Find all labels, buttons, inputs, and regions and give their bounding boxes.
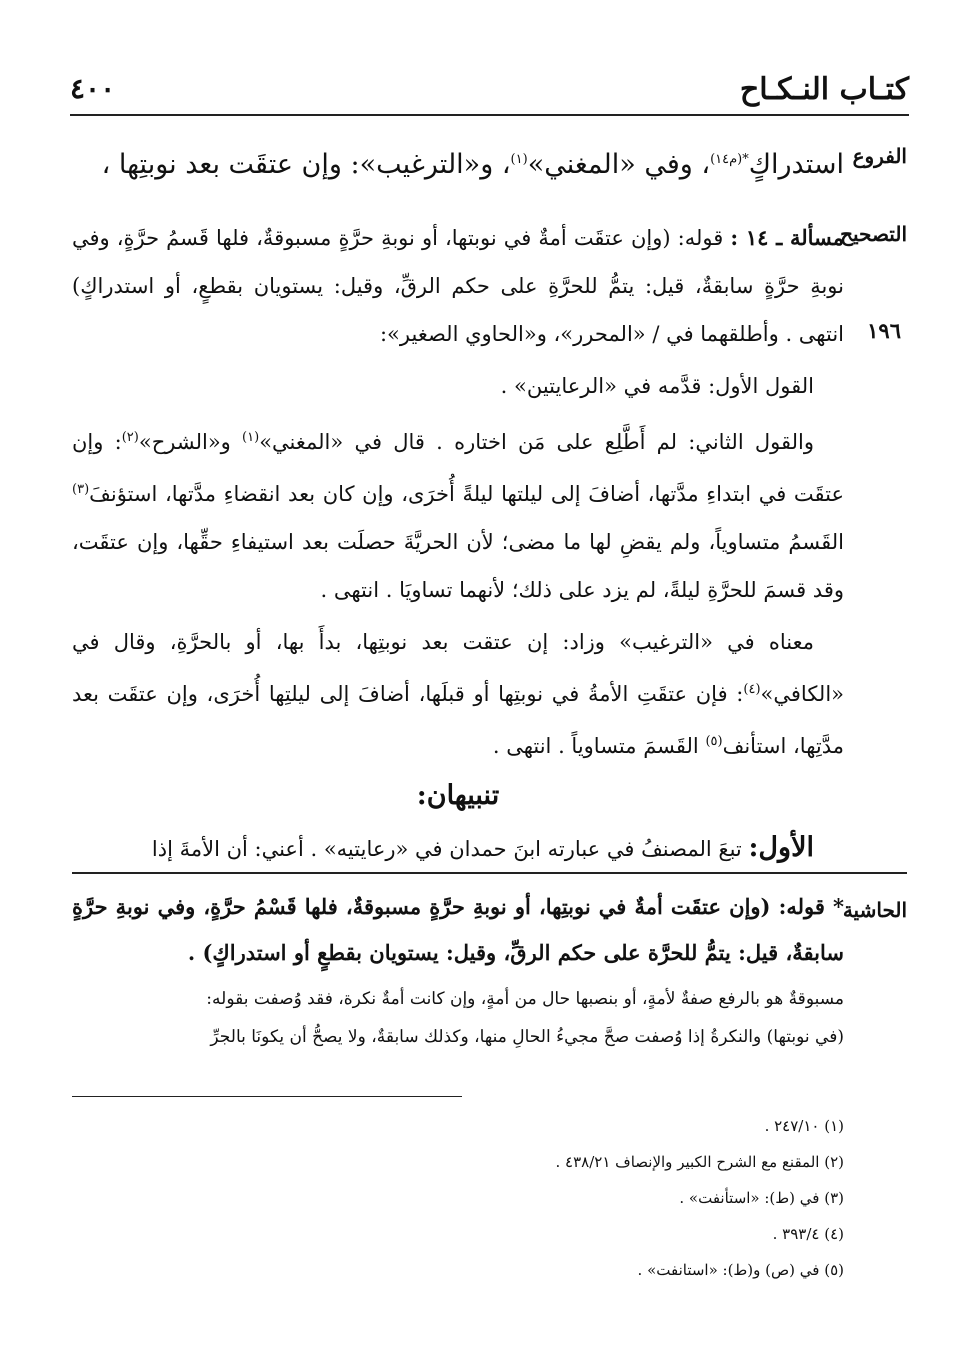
tashih-para-3: والقول الثاني: لم أَطَّلِع على مَن اختاره . قال في «المغني»$^{(١)}$ و«الشرح»$^{(٢)}$: وإن عتقَت في ابتداءِ مدَّتها، أضافَ إلى ليلتها ليلةً أُخرَى، وإن كان بعد انقضاءِ مدَّتها، استؤنفَ$^{(٣)}$ القَسمُ متساوياً، ولم يقضِ لها ما مضى؛ لأن الحريَّةَ حصلَت بعد استيفاءِ حقِّها، وإن عتقَت، وقد قسمَ للحرَّةِ ليلةً، لم يزد على ذلك؛ لأنهما تساويَا . انتهى . — [72, 430, 844, 602]
footnote-divider — [72, 1096, 462, 1097]
tashih-label: التصحيح — [840, 222, 907, 246]
hashiya-text — [72, 884, 844, 1056]
footnotes — [72, 1108, 844, 1288]
chapter-title: كتـاب النـكـاح — [739, 72, 909, 107]
page-header — [70, 70, 909, 116]
footnote-2: (٢) المقنع مع الشرح الكبير والإنصاف ٤٣٨/٢١ . — [555, 1153, 844, 1171]
hashiya-quote: * قوله: (وإن عتقَت أمةٌ في نوبتِها، أو نوبةِ حرَّةٍ مسبوقةٌ، فلها قَسْمُ حرَّةٍ، وفي نوبةِ حرَّةٍ سابقةٌ، قيل: يتمُّ للحرَّة على حكم الرقِّ، وقيل: يستويان بقطعٍ أو استدراكٍ) . — [72, 894, 844, 965]
hashiya-line-2: (في نوبتها) والنكرةُ إذا وُصفت صحَّ مجيءُ الحالِ منها، وكذلك سابقةٌ، ولا يصحُّ أن يكونَا بالجرِّ — [210, 1027, 844, 1047]
tashih-text — [72, 214, 844, 877]
furu-text: استدراكٍ$^{*(م١٤)}$، وفي «المغني»$^{(١)}$، و«الترغيب»: وإن عتقَت بعد نوبتِها ، — [101, 149, 844, 180]
footnote-4: (٤) ٣٩٣/٤ . — [772, 1225, 844, 1243]
tashih-para-2: القول الأول: قدَّمه في «الرعايتين» . — [500, 374, 814, 398]
page-number: ٤٠٠ — [70, 72, 116, 105]
margin-number: ١٩٦ — [867, 318, 901, 343]
footnote-1: (١) ٢٤٧/١٠ . — [764, 1117, 844, 1135]
footnote-5: (٥) في (ص) و(ط): «استانفت» . — [637, 1261, 844, 1279]
hashiya-line-1: مسبوقةٌ هو بالرفع صفةٌ لأمةٍ، أو بنصبها حال من أمةٍ، وإن كانت أمةٌ نكرة، فقد وُصفت بقوله: — [206, 989, 844, 1009]
tanbihan-heading: تنبيهان: — [416, 780, 500, 811]
furu-label: الفروع — [852, 144, 907, 168]
tanbih-first: الأول: تبعَ المصنفُ في عبارته ابنَ حمدان في «رعايتيه» . أعني: أن الأمةَ إذا — [151, 832, 814, 863]
section-divider — [72, 872, 907, 874]
tashih-para-4: معناه في «الترغيب» وزاد: إن عتقت بعد نوبتِها، بدأَ بها، أو بالحرَّةِ، وقال في «الكافي»$^{(٤)}$: فإن عتقَتِ الأمةُ في نوبتِها أو قبلَها، أضافَ إلى ليلتِها أُخرَى، وإن عتقَت بعد مدَّتِها، استأنف$^{(٥)}$ القَسمَ متساوياً . انتهى . — [72, 630, 844, 758]
tashih-para-1: مسألة ـ ١٤ : قوله: (وإن عتقَت أمةٌ في نوبتها، أو نوبةِ حرَّةٍ مسبوقةٌ، فلها قَسمُ حرَّةٍ، وفي نوبةِ حرَّةٍ سابقةٌ، قيل: يتمُّ للحرَّةِ على حكم الرقِّ، وقيل: يستويان بقطعٍ، أو استدراكٍ) انتهى . وأطلقهما في / «المحرر»، و«الحاوي الصغير»: — [72, 225, 844, 346]
hashiya-label: الحاشية — [842, 898, 907, 922]
footnote-3: (٣) في (ط): «استأنفت» . — [679, 1189, 844, 1207]
